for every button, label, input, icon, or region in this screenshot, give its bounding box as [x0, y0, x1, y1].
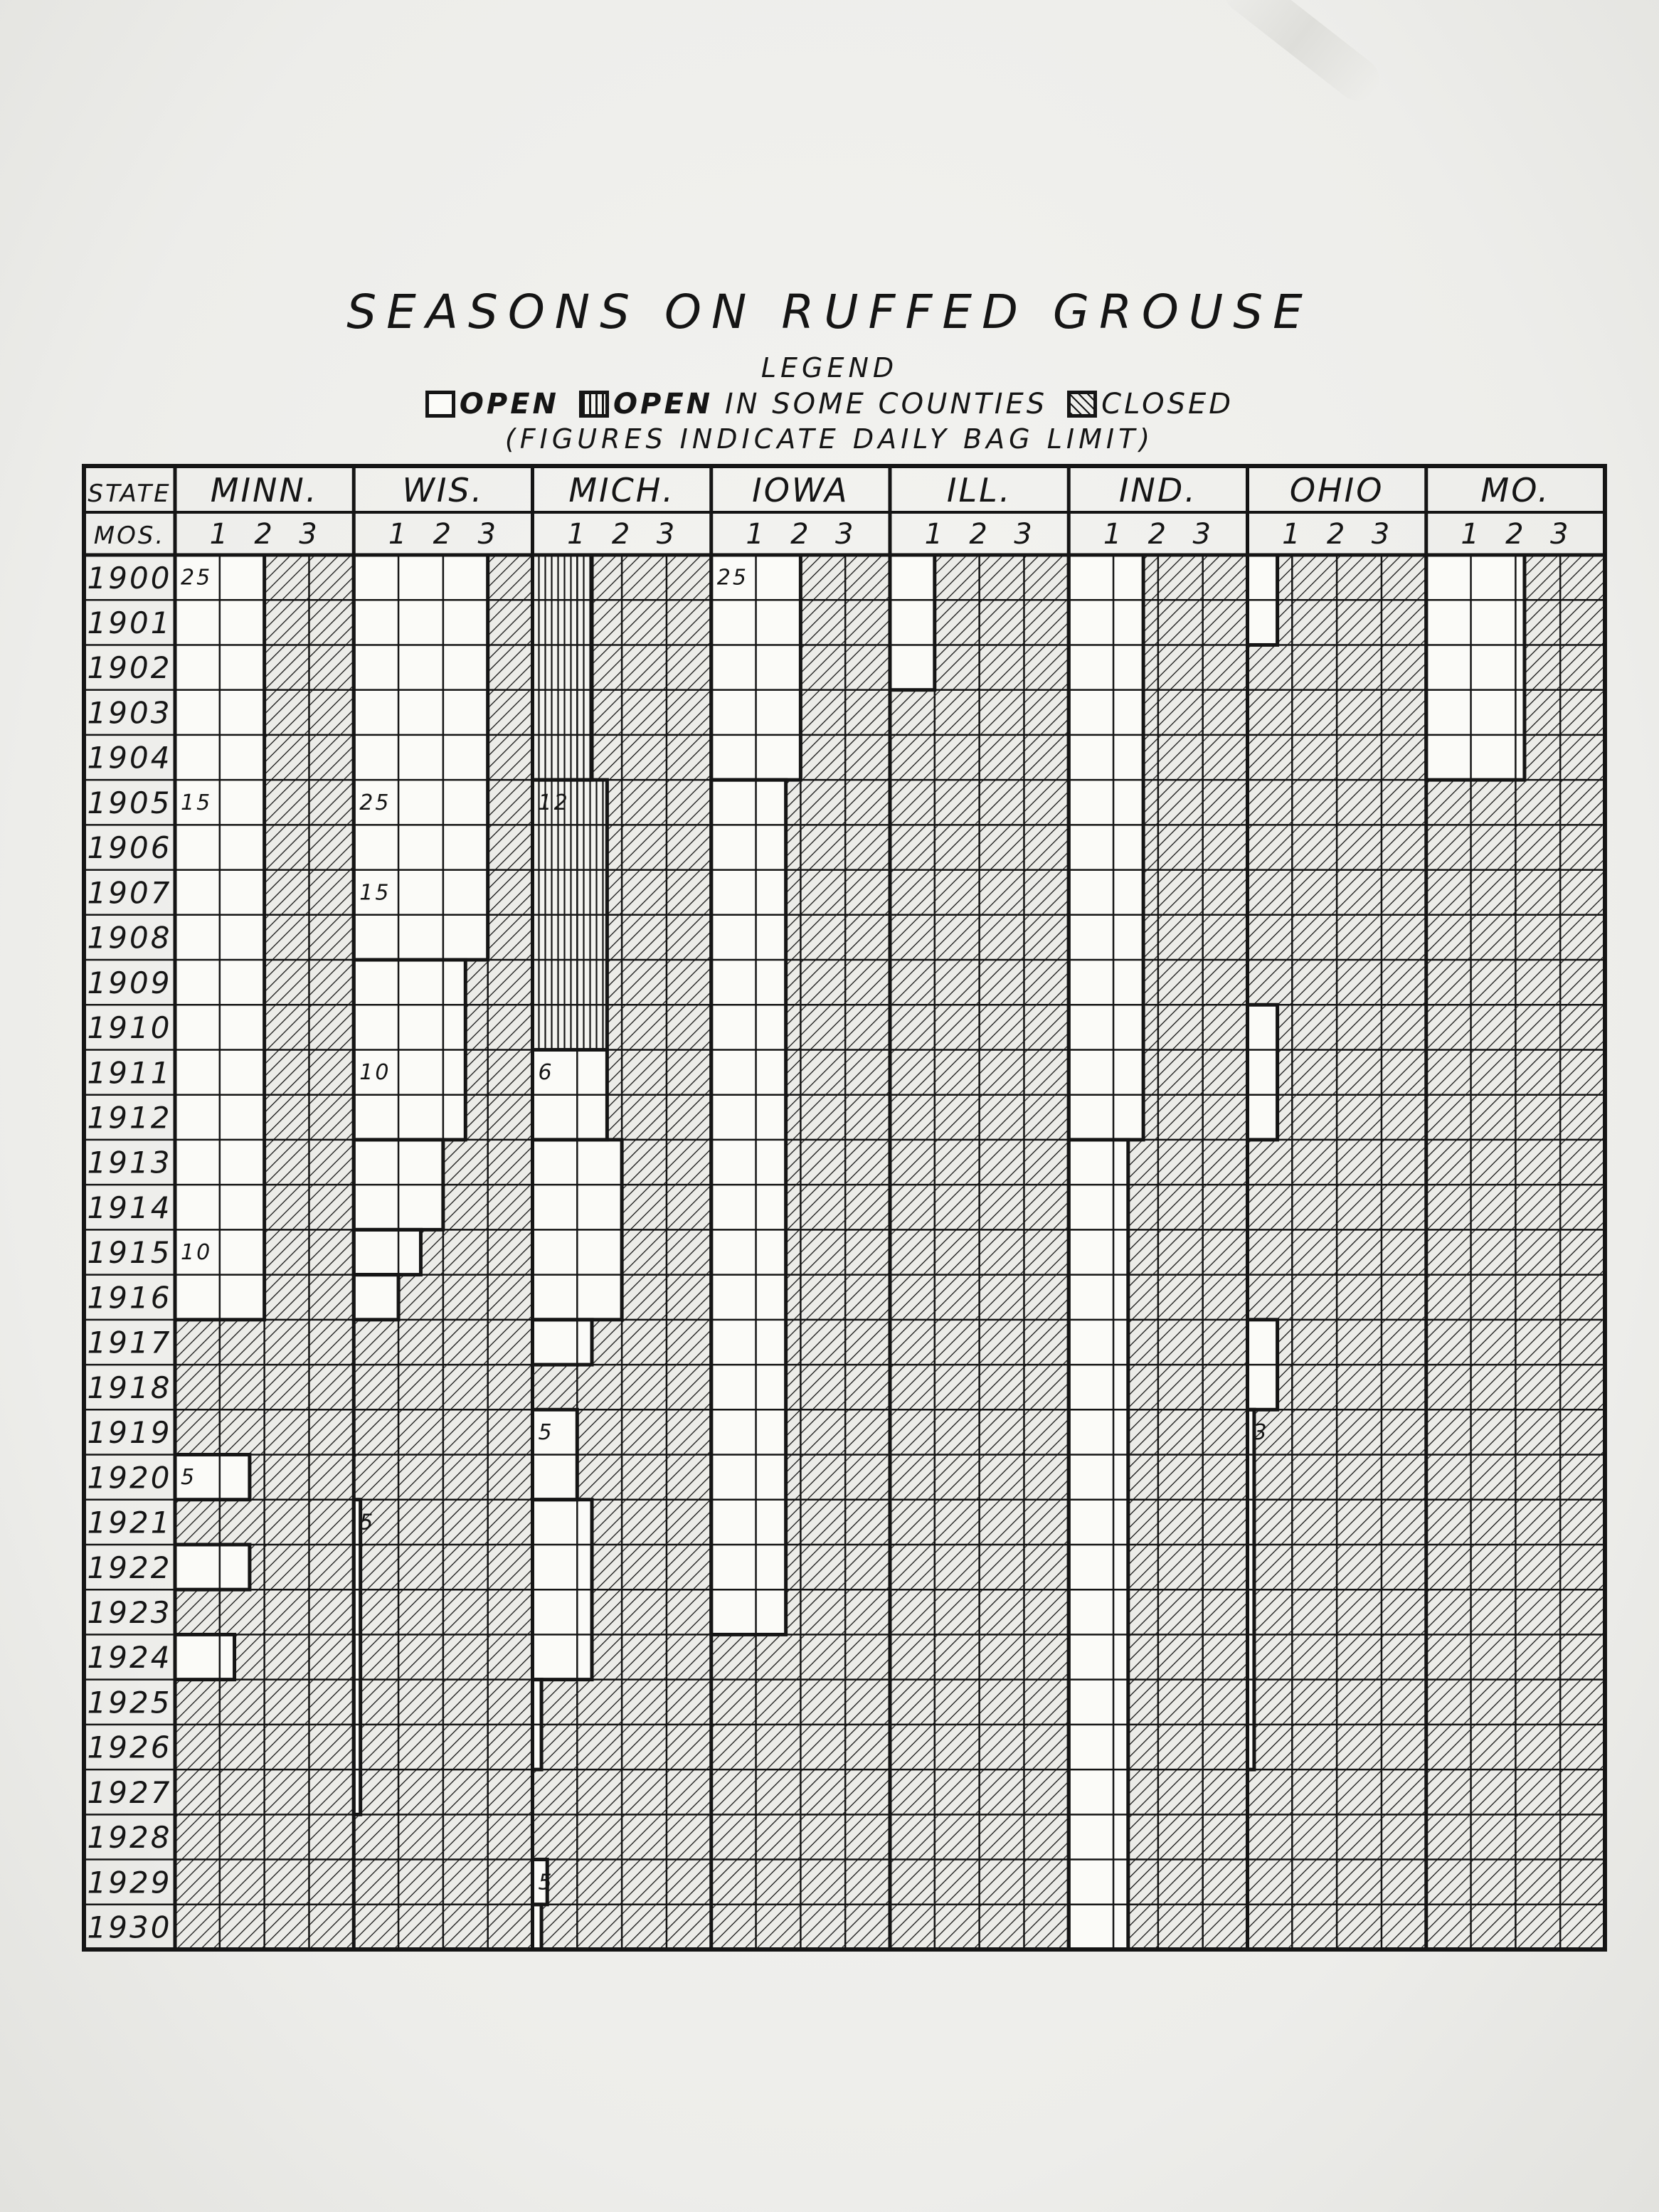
- bag-limit-minn-1905: 15: [181, 790, 213, 815]
- open-season-ohio-1: [1248, 1005, 1278, 1140]
- open-season-mich-2: [533, 1320, 593, 1365]
- year-label-1904: 1904: [87, 740, 172, 776]
- year-label-1921: 1921: [87, 1505, 172, 1540]
- state-name-mich: MICH.: [568, 471, 675, 509]
- year-label-1914: 1914: [87, 1190, 172, 1225]
- bag-limit-wis-1907: 15: [359, 880, 391, 906]
- legend-some-counties-label: IN SOME COUNTIES: [724, 388, 1048, 420]
- open-season-minn-3: [175, 1634, 235, 1679]
- year-label-1917: 1917: [87, 1325, 172, 1360]
- legend-closed-label: CLOSED: [1101, 388, 1234, 420]
- bag-limit-wis-1905: 25: [359, 790, 391, 815]
- state-name-minn: MINN.: [210, 471, 319, 509]
- month-tick-mo-3: 3: [1549, 518, 1571, 551]
- month-tick-ill-1: 1: [924, 518, 945, 551]
- bag-limit-iowa-1900: 25: [716, 565, 748, 591]
- year-label-1918: 1918: [87, 1370, 172, 1405]
- bag-limit-minn-1915: 10: [181, 1240, 213, 1266]
- year-label-1901: 1901: [87, 605, 172, 641]
- year-label-1920: 1920: [87, 1460, 172, 1496]
- state-header-label: STATE: [88, 480, 171, 508]
- month-tick-minn-1: 1: [209, 518, 230, 551]
- month-tick-ind-3: 3: [1192, 518, 1213, 551]
- bag-limit-minn-1920: 5: [181, 1465, 197, 1491]
- year-label-1926: 1926: [87, 1730, 172, 1765]
- month-tick-ind-2: 2: [1147, 518, 1169, 551]
- month-tick-wis-1: 1: [388, 518, 409, 551]
- month-tick-wis-3: 3: [477, 518, 498, 551]
- month-tick-ill-3: 3: [1014, 518, 1034, 551]
- month-tick-mich-1: 1: [567, 518, 588, 551]
- state-name-ohio: OHIO: [1289, 471, 1384, 509]
- year-label-1909: 1909: [87, 965, 172, 1000]
- month-tick-minn-3: 3: [299, 518, 319, 551]
- legend-open-label: OPEN: [459, 388, 559, 420]
- month-tick-iowa-3: 3: [834, 518, 856, 551]
- legend-some-counties-label-bold: OPEN: [613, 388, 714, 420]
- year-label-1911: 1911: [87, 1055, 172, 1091]
- state-name-wis: WIS.: [402, 471, 484, 509]
- open-season-wis-4: [354, 1275, 398, 1320]
- month-tick-wis-2: 2: [433, 518, 454, 551]
- legend-title: LEGEND: [760, 352, 899, 383]
- year-label-1925: 1925: [87, 1685, 172, 1720]
- month-tick-mo-2: 2: [1505, 518, 1526, 551]
- months-header-label: MOS.: [93, 522, 166, 550]
- year-label-1919: 1919: [87, 1415, 172, 1451]
- month-tick-iowa-2: 2: [790, 518, 811, 551]
- month-tick-iowa-1: 1: [746, 518, 766, 551]
- month-tick-mich-3: 3: [656, 518, 677, 551]
- year-label-1913: 1913: [87, 1145, 172, 1180]
- year-label-1924: 1924: [87, 1640, 172, 1676]
- year-label-1908: 1908: [87, 920, 172, 956]
- year-label-1912: 1912: [87, 1100, 172, 1136]
- year-label-1905: 1905: [87, 785, 172, 820]
- bag-limit-ohio-1919: 3: [1253, 1420, 1269, 1446]
- open-season-iowa-1: [711, 780, 786, 1634]
- legend-note: (FIGURES INDICATE DAILY BAG LIMIT): [504, 423, 1155, 455]
- bag-limit-mich-1905: 12: [538, 790, 570, 815]
- year-label-1902: 1902: [87, 650, 172, 686]
- month-tick-ohio-2: 2: [1326, 518, 1347, 551]
- year-label-1906: 1906: [87, 830, 172, 866]
- bag-limit-mich-1919: 5: [538, 1420, 554, 1446]
- year-label-1915: 1915: [87, 1235, 172, 1271]
- month-tick-ohio-1: 1: [1282, 518, 1303, 551]
- year-label-1927: 1927: [87, 1774, 172, 1810]
- month-tick-mich-2: 2: [611, 518, 632, 551]
- month-tick-mo-1: 1: [1461, 518, 1481, 551]
- year-label-1923: 1923: [87, 1594, 172, 1630]
- year-label-1910: 1910: [87, 1010, 172, 1046]
- state-name-mo: MO.: [1480, 471, 1551, 509]
- open-season-wis-3: [354, 1229, 420, 1274]
- bag-limit-wis-1911: 10: [359, 1060, 391, 1086]
- chart-title: SEASONS ON RUFFED GROUSE: [346, 285, 1313, 339]
- month-tick-minn-2: 2: [254, 518, 275, 551]
- partial-season-mich-0: [533, 555, 593, 780]
- year-label-1900: 1900: [87, 560, 172, 596]
- bag-limit-wis-1921: 5: [359, 1510, 376, 1535]
- open-season-minn-2: [175, 1545, 250, 1589]
- year-label-1928: 1928: [87, 1820, 172, 1856]
- open-season-mo-0: [1426, 555, 1525, 780]
- year-label-1929: 1929: [87, 1865, 172, 1900]
- month-tick-ind-1: 1: [1103, 518, 1124, 551]
- state-name-iowa: IOWA: [752, 471, 849, 509]
- year-label-1922: 1922: [87, 1550, 172, 1585]
- bag-limit-mich-1911: 6: [538, 1060, 554, 1086]
- open-season-ind-0: [1069, 555, 1143, 1140]
- year-label-1930: 1930: [87, 1910, 172, 1945]
- open-season-ill-0: [890, 555, 935, 690]
- month-tick-ohio-3: 3: [1371, 518, 1392, 551]
- year-label-1916: 1916: [87, 1280, 172, 1316]
- year-label-1907: 1907: [87, 875, 172, 911]
- year-label-1903: 1903: [87, 695, 172, 731]
- bag-limit-mich-1929: 5: [538, 1870, 554, 1895]
- month-tick-ill-2: 2: [969, 518, 990, 551]
- state-name-ill: ILL.: [946, 471, 1012, 509]
- state-name-ind: IND.: [1118, 471, 1197, 509]
- bag-limit-minn-1900: 25: [181, 565, 213, 591]
